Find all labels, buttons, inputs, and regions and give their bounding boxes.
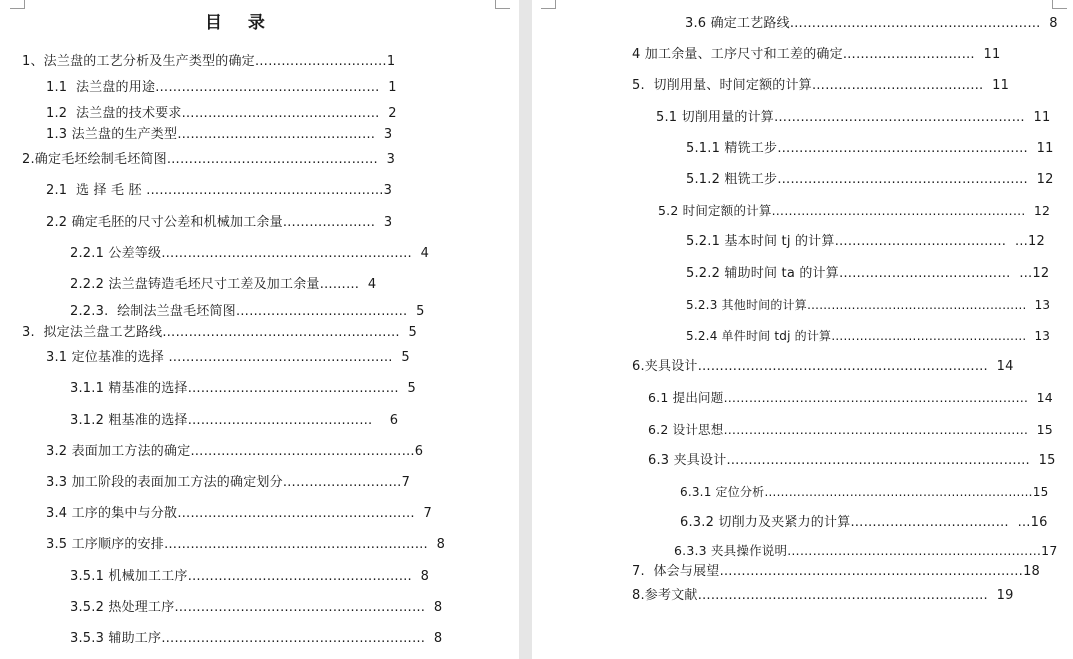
toc-entry: 5.1.1 精铣工步………………………………………………… 11 bbox=[686, 141, 1054, 156]
toc-entry: 7. 体会与展望……………………………………………………………18 bbox=[632, 564, 1041, 579]
document-page-left bbox=[0, 0, 519, 659]
page-corner-mark-left bbox=[10, 0, 25, 9]
toc-entry: 3.6 确定工艺路线………………………………………………… 8 bbox=[685, 16, 1058, 31]
toc-entry: 3.5.1 机械加工工序…………………………………………… 8 bbox=[70, 569, 430, 584]
toc-entry: 1、法兰盘的工艺分析及生产类型的确定…………………………1 bbox=[22, 54, 396, 69]
toc-entry: 2.2.2 法兰盘铸造毛坯尺寸工差及加工余量……… 4 bbox=[70, 277, 377, 292]
toc-entry: 4 加工余量、工序尺寸和工差的确定………………………… 11 bbox=[632, 47, 1001, 62]
toc-entry: 5.2 时间定额的计算…………………………………………………… 12 bbox=[658, 203, 1051, 218]
toc-entry: 2.2.3. 绘制法兰盘毛坯简图………………………………… 5 bbox=[70, 304, 425, 319]
toc-entry: 6.3.1 定位分析…………………………………………………………15 bbox=[680, 485, 1049, 499]
toc-entry: 5.2.1 基本时间 tj 的计算………………………………… …12 bbox=[686, 234, 1045, 249]
toc-entry: 2.2 确定毛胚的尺寸公差和机械加工余量………………… 3 bbox=[46, 215, 393, 230]
toc-entry: 5. 切削用量、时间定额的计算………………………………… 11 bbox=[632, 78, 1010, 93]
toc-entry: 5.1.2 粗铣工步………………………………………………… 12 bbox=[686, 172, 1054, 187]
toc-entry: 6.夹具设计………………………………………………………… 14 bbox=[632, 359, 1014, 374]
toc-entry: 6.3.3 夹具操作说明……………………………………………………17 bbox=[674, 543, 1058, 558]
toc-entry: 3.1 定位基准的选择 …………………………………………… 5 bbox=[46, 350, 410, 365]
page-gutter bbox=[519, 0, 532, 659]
toc-entry: 6.2 设计思想……………………………………………………………… 15 bbox=[648, 422, 1053, 437]
toc-entry: 5.2.4 单件时间 tdj 的计算………………………………………… 13 bbox=[686, 329, 1051, 343]
toc-entry: 6.3.2 切削力及夹紧力的计算……………………………… …16 bbox=[680, 515, 1048, 530]
page-corner-mark-right bbox=[495, 0, 510, 9]
toc-entry: 1.3 法兰盘的生产类型……………………………………… 3 bbox=[46, 127, 393, 142]
toc-entry: 3.5 工序顺序的安排…………………………………………………… 8 bbox=[46, 537, 446, 552]
toc-entry: 3. 拟定法兰盘工艺路线……………………………………………… 5 bbox=[22, 325, 418, 340]
toc-entry: 5.1 切削用量的计算………………………………………………… 11 bbox=[656, 110, 1051, 125]
toc-entry: 3.3 加工阶段的表面加工方法的确定划分………………………7 bbox=[46, 475, 411, 490]
toc-entry: 6.1 提出问题……………………………………………………………… 14 bbox=[648, 390, 1053, 405]
page-corner-mark-left bbox=[541, 0, 556, 9]
toc-entry: 1.2 法兰盘的技术要求……………………………………… 2 bbox=[46, 106, 397, 121]
toc-entry: 3.4 工序的集中与分散……………………………………………… 7 bbox=[46, 506, 432, 521]
toc-entry: 3.5.3 辅助工序…………………………………………………… 8 bbox=[70, 631, 443, 646]
toc-entry: 3.1.1 精基准的选择………………………………………… 5 bbox=[70, 381, 416, 396]
toc-entry: 3.1.2 粗基准的选择…………………………………… 6 bbox=[70, 413, 399, 428]
toc-entry: 3.5.2 热处理工序………………………………………………… 8 bbox=[70, 600, 443, 615]
toc-entry: 8.参考文献………………………………………………………… 19 bbox=[632, 588, 1014, 603]
toc-entry: 2.2.1 公差等级………………………………………………… 4 bbox=[70, 246, 430, 261]
toc-entry: 6.3 夹具设计…………………………………………………………… 15 bbox=[648, 453, 1056, 468]
toc-entry: 3.2 表面加工方法的确定……………………………………………6 bbox=[46, 444, 424, 459]
page-corner-mark-right bbox=[1052, 0, 1067, 9]
toc-entry: 1.1 法兰盘的用途…………………………………………… 1 bbox=[46, 80, 397, 95]
toc-entry: 2.1 选 择 毛 胚 ………………………………………………3 bbox=[46, 183, 393, 198]
toc-title: 目 录 bbox=[205, 13, 275, 33]
toc-entry: 5.2.3 其他时间的计算……………………………………………… 13 bbox=[686, 298, 1051, 312]
toc-entry: 5.2.2 辅助时间 ta 的计算………………………………… …12 bbox=[686, 266, 1050, 281]
document-page-right bbox=[532, 0, 1073, 659]
toc-entry: 2.确定毛坯绘制毛坯简图………………………………………… 3 bbox=[22, 152, 396, 167]
